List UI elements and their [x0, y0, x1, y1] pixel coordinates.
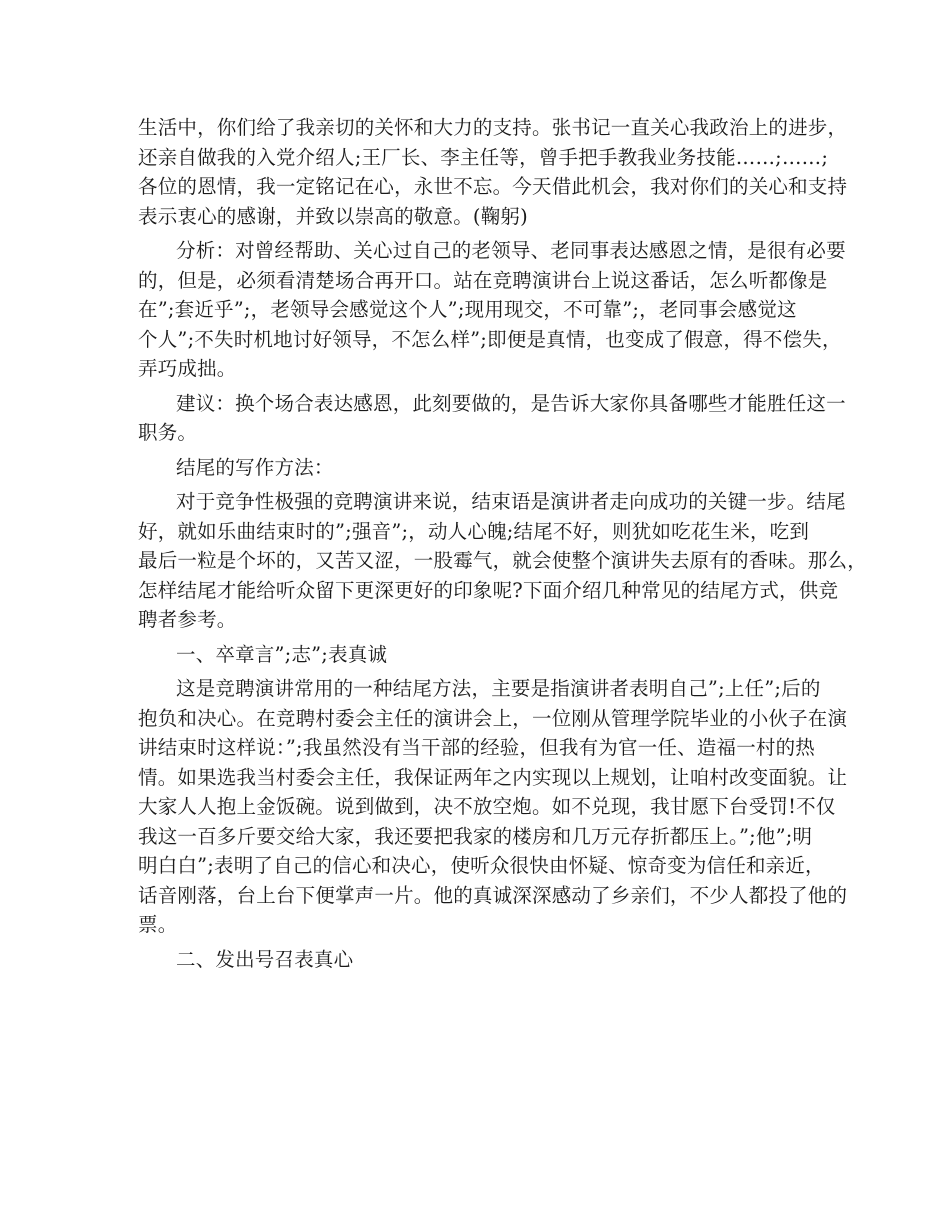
text-line: 抱负和决心。在竞聘村委会主任的演讲会上，一位刚从管理学院毕业的小伙子在演: [138, 706, 848, 730]
text-line: 怎样结尾才能给听众留下更深更好的印象呢?下面介绍几种常见的结尾方式，供竞: [138, 578, 839, 602]
text-line: 话音刚落，台上台下便掌声一片。他的真诚深深感动了乡亲们，不少人都投了他的: [138, 883, 848, 907]
text-line: 这是竞聘演讲常用的一种结尾方法，主要是指演讲者表明自己”;上任”;后的: [176, 677, 821, 700]
text-line: 个人”;不失时机地讨好领导，不怎么样”;即便是真情，也变成了假意，得不偿失，: [138, 327, 842, 351]
paragraph: [138, 674, 848, 940]
text-line: 讲结束时这样说：”;我虽然没有当干部的经验，但我有为官一任、造福一村的热: [138, 736, 815, 759]
text-line: 在”;套近乎”;，老领导会感觉这个人”;现用现交，不可靠”;，老同事会感觉这: [138, 298, 797, 321]
text-line: 表示衷心的感谢，并致以崇高的敬意。(鞠躬): [138, 204, 528, 228]
text-line: 情。如果选我当村委会主任，我保证两年之内实现以上规划，让咱村改变面貌。让: [138, 765, 848, 789]
paragraph: [138, 945, 818, 975]
text-line: 结尾的写作方法：: [176, 455, 334, 479]
paragraph: [138, 236, 846, 384]
text-line: 票。: [138, 913, 178, 936]
paragraph: [138, 453, 818, 483]
text-line: 大家人人抱上金饭碗。说到做到，决不放空炮。如不兑现，我甘愿下台受罚!不仅: [138, 795, 836, 818]
text-line: 职务。: [138, 421, 198, 444]
text-line: 弄巧成拙。: [138, 357, 237, 380]
text-line: 建议：换个场合表达感恩，此刻要做的，是告诉大家你具备哪些才能胜任这一: [176, 391, 846, 415]
text-line: 还亲自做我的入党介绍人;王厂长、李主任等，曾手把手教我业务技能……;……;: [138, 145, 829, 169]
text-line: 一、卒章言”;志”;表真诚: [176, 642, 388, 666]
text-line: 明白白”;表明了自己的信心和决心，使听众很快由怀疑、惊奇变为信任和亲近，: [138, 854, 825, 877]
document-body: [138, 113, 867, 974]
paragraph: [138, 389, 846, 448]
text-line: 聘者参考。: [138, 608, 237, 631]
paragraph: [138, 640, 818, 670]
text-line: 我这一百多斤要交给大家，我还要把我家的楼房和几万元存折都压上。”;他”;明: [138, 824, 813, 848]
text-line: 分析：对曾经帮助、关心过自己的老领导、老同事表达感恩之情，是很有必要: [176, 239, 846, 262]
text-line: 最后一粒是个坏的，又苦又涩，一股霉气，就会使整个演讲失去原有的香味。那么，: [138, 549, 867, 572]
text-line: 的，但是，必须看清楚场合再开口。站在竞聘演讲台上说这番话，怎么听都像是: [138, 268, 828, 292]
text-line: 各位的恩情，我一定铭记在心，永世不忘。今天借此机会，我对你们的关心和支持: [138, 175, 848, 198]
paragraph: [138, 113, 848, 231]
text-line: 好，就如乐曲结束时的”;强音”;，动人心魄;结尾不好，则犹如吃花生米，吃到: [138, 519, 810, 543]
text-line: 生活中，你们给了我亲切的关怀和大力的支持。张书记一直关心我政治上的进步，: [138, 116, 848, 139]
text-line: 对于竞争性极强的竞聘演讲来说，结束语是演讲者走向成功的关键一步。结尾: [176, 490, 846, 513]
text-line: 二、发出号召表真心: [176, 947, 354, 971]
paragraph: [138, 487, 867, 635]
